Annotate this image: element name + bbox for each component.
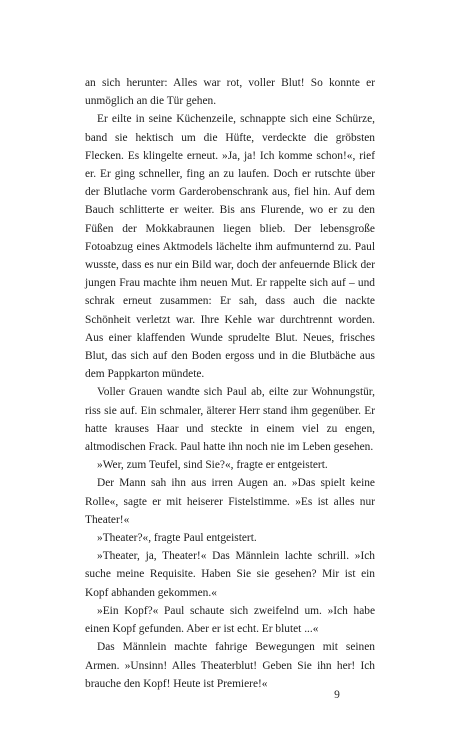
paragraph: an sich herunter: Alles war rot, voller Blut! So konnte er unmöglich an die Tür gehen. [85,77,375,108]
paragraph: »Ein Kopf?« Paul schaute sich zweifelnd um. »Ich habe einen Kopf gefunden. Aber er ist echt. Er blutet ...« [85,604,375,636]
paragraph: Der Mann sah ihn aus irren Augen an. »Das spielt keine Rolle«, sagte er mit heiserer Fistelstimme. »Es ist alles nur Theater!« [85,477,375,526]
paragraph: Voller Grauen wandte sich Paul ab, eilte zur Wohnungstür, riss sie auf. Ein schmaler, älterer Herr stand ihm gegenüber. Er hatte krauses Haar und steckte in einem viel zu engen, altmodischen Frack. Paul hatte ihn noch nie im Leben gesehen. [85,386,375,454]
paragraph: Das Männlein machte fahrige Bewegungen mit seinen Armen. »Unsinn! Alles Theaterblut! Geben Sie ihn her! Ich brauche den Kopf! Heute ist Premiere!« [85,641,375,690]
paragraph: »Wer, zum Teufel, sind Sie?«, fragte er entgeistert. [97,459,328,472]
page-number: 9 [334,689,340,701]
body-text [85,74,375,693]
paragraph: »Theater, ja, Theater!« Das Männlein lachte schrill. »Ich suche meine Requisite. Haben Sie sie gesehen? Mir ist ein Kopf abhanden gekommen.« [85,550,375,599]
paragraph: Er eilte in seine Küchenzeile, schnappte sich eine Schürze, band sie hektisch um die Hüfte, verdeckte die gröbsten Flecken. Es klingelte erneut. »Ja, ja! Ich komme schon!«, rief er. Er ging schneller, fing an zu laufen. Doch er rutschte über der Blutlache vorm Garderobenschrank aus, fiel hin. Auf dem Bauch schlitterte er weiter. Bis ans Flurende, wo er zu den Füßen der Mokkabraunen liegen blieb. Der lebensgroße Fotoabzug eines Aktmodels lächelte ihm aufmunternd zu. Paul wusste, dass es nur ein Bild war, doch der anfeuernde Blick der jungen Frau machte ihm neuen Mut. Er rappelte sich auf – und schrak erneut zusammen: Er sah, dass auch die nackte Schönheit verletzt war. Ihre Kehle war durchtrennt worden. Aus einer klaffenden Wunde sprudelte Blut. Neues, frisches Blut, das sich auf den Boden ergoss und in die Blutbäche aus dem Pappkarton mündete. [85,113,375,381]
paragraph: »Theater?«, fragte Paul entgeistert. [97,532,257,545]
